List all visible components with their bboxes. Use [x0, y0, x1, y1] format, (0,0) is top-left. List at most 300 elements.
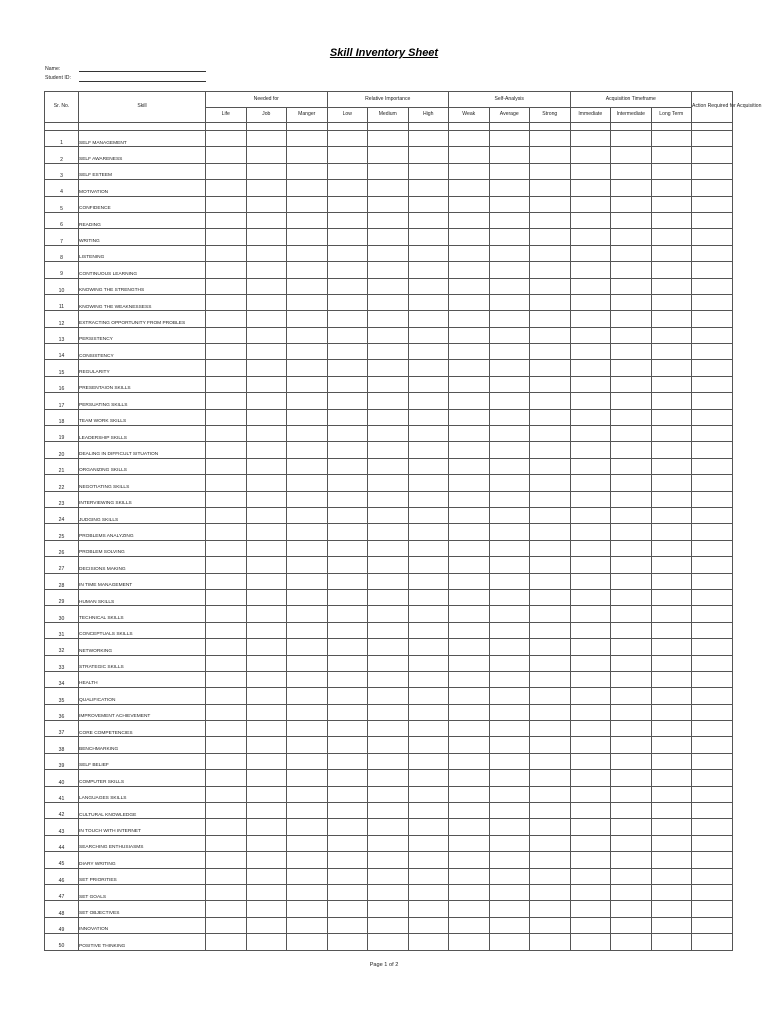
action-cell[interactable]	[692, 688, 733, 704]
rating-cell[interactable]	[611, 344, 652, 360]
rating-cell[interactable]	[408, 606, 449, 622]
rating-cell[interactable]	[530, 327, 571, 343]
rating-cell[interactable]	[368, 180, 409, 196]
rating-cell[interactable]	[449, 229, 490, 245]
rating-cell[interactable]	[489, 835, 530, 851]
rating-cell[interactable]	[651, 360, 692, 376]
rating-cell[interactable]	[530, 426, 571, 442]
rating-cell[interactable]	[530, 131, 571, 147]
rating-cell[interactable]	[449, 196, 490, 212]
rating-cell[interactable]	[206, 753, 247, 769]
rating-cell[interactable]	[327, 360, 368, 376]
rating-cell[interactable]	[246, 327, 287, 343]
rating-cell[interactable]	[530, 639, 571, 655]
rating-cell[interactable]	[287, 507, 328, 523]
rating-cell[interactable]	[287, 540, 328, 556]
action-cell[interactable]	[692, 458, 733, 474]
rating-cell[interactable]	[489, 147, 530, 163]
rating-cell[interactable]	[408, 737, 449, 753]
rating-cell[interactable]	[651, 311, 692, 327]
rating-cell[interactable]	[611, 212, 652, 228]
rating-cell[interactable]	[611, 901, 652, 917]
rating-cell[interactable]	[246, 606, 287, 622]
rating-cell[interactable]	[570, 622, 611, 638]
action-cell[interactable]	[692, 868, 733, 884]
rating-cell[interactable]	[287, 835, 328, 851]
rating-cell[interactable]	[611, 803, 652, 819]
rating-cell[interactable]	[489, 278, 530, 294]
rating-cell[interactable]	[206, 868, 247, 884]
rating-cell[interactable]	[489, 180, 530, 196]
rating-cell[interactable]	[327, 868, 368, 884]
rating-cell[interactable]	[206, 901, 247, 917]
action-cell[interactable]	[692, 819, 733, 835]
rating-cell[interactable]	[530, 212, 571, 228]
rating-cell[interactable]	[368, 770, 409, 786]
rating-cell[interactable]	[206, 327, 247, 343]
rating-cell[interactable]	[368, 491, 409, 507]
rating-cell[interactable]	[408, 704, 449, 720]
rating-cell[interactable]	[327, 278, 368, 294]
rating-cell[interactable]	[449, 770, 490, 786]
rating-cell[interactable]	[327, 458, 368, 474]
rating-cell[interactable]	[206, 311, 247, 327]
rating-cell[interactable]	[368, 196, 409, 212]
rating-cell[interactable]	[327, 196, 368, 212]
rating-cell[interactable]	[530, 819, 571, 835]
action-cell[interactable]	[692, 606, 733, 622]
action-cell[interactable]	[692, 393, 733, 409]
rating-cell[interactable]	[651, 655, 692, 671]
rating-cell[interactable]	[246, 163, 287, 179]
rating-cell[interactable]	[489, 803, 530, 819]
rating-cell[interactable]	[611, 770, 652, 786]
rating-cell[interactable]	[651, 376, 692, 392]
action-cell[interactable]	[692, 475, 733, 491]
rating-cell[interactable]	[570, 721, 611, 737]
rating-cell[interactable]	[651, 671, 692, 687]
rating-cell[interactable]	[449, 475, 490, 491]
rating-cell[interactable]	[287, 737, 328, 753]
rating-cell[interactable]	[246, 196, 287, 212]
rating-cell[interactable]	[408, 163, 449, 179]
rating-cell[interactable]	[206, 622, 247, 638]
rating-cell[interactable]	[489, 376, 530, 392]
rating-cell[interactable]	[206, 540, 247, 556]
rating-cell[interactable]	[489, 868, 530, 884]
rating-cell[interactable]	[408, 245, 449, 261]
action-cell[interactable]	[692, 147, 733, 163]
rating-cell[interactable]	[611, 639, 652, 655]
action-cell[interactable]	[692, 180, 733, 196]
rating-cell[interactable]	[368, 868, 409, 884]
rating-cell[interactable]	[408, 655, 449, 671]
rating-cell[interactable]	[287, 524, 328, 540]
rating-cell[interactable]	[368, 360, 409, 376]
rating-cell[interactable]	[327, 589, 368, 605]
rating-cell[interactable]	[449, 868, 490, 884]
rating-cell[interactable]	[449, 458, 490, 474]
rating-cell[interactable]	[287, 131, 328, 147]
rating-cell[interactable]	[206, 884, 247, 900]
rating-cell[interactable]	[570, 868, 611, 884]
rating-cell[interactable]	[408, 327, 449, 343]
rating-cell[interactable]	[489, 393, 530, 409]
rating-cell[interactable]	[570, 606, 611, 622]
rating-cell[interactable]	[368, 901, 409, 917]
rating-cell[interactable]	[449, 147, 490, 163]
rating-cell[interactable]	[287, 655, 328, 671]
rating-cell[interactable]	[408, 196, 449, 212]
rating-cell[interactable]	[287, 884, 328, 900]
rating-cell[interactable]	[570, 540, 611, 556]
rating-cell[interactable]	[449, 163, 490, 179]
rating-cell[interactable]	[327, 639, 368, 655]
rating-cell[interactable]	[368, 540, 409, 556]
rating-cell[interactable]	[368, 442, 409, 458]
rating-cell[interactable]	[651, 901, 692, 917]
rating-cell[interactable]	[327, 819, 368, 835]
rating-cell[interactable]	[287, 344, 328, 360]
rating-cell[interactable]	[530, 803, 571, 819]
rating-cell[interactable]	[287, 819, 328, 835]
rating-cell[interactable]	[246, 491, 287, 507]
rating-cell[interactable]	[206, 852, 247, 868]
rating-cell[interactable]	[368, 803, 409, 819]
rating-cell[interactable]	[449, 589, 490, 605]
rating-cell[interactable]	[651, 868, 692, 884]
rating-cell[interactable]	[611, 540, 652, 556]
rating-cell[interactable]	[287, 458, 328, 474]
rating-cell[interactable]	[530, 589, 571, 605]
rating-cell[interactable]	[287, 868, 328, 884]
rating-cell[interactable]	[651, 409, 692, 425]
rating-cell[interactable]	[530, 688, 571, 704]
rating-cell[interactable]	[246, 360, 287, 376]
rating-cell[interactable]	[449, 212, 490, 228]
rating-cell[interactable]	[408, 393, 449, 409]
rating-cell[interactable]	[449, 360, 490, 376]
rating-cell[interactable]	[408, 622, 449, 638]
rating-cell[interactable]	[449, 852, 490, 868]
rating-cell[interactable]	[611, 622, 652, 638]
rating-cell[interactable]	[530, 868, 571, 884]
rating-cell[interactable]	[611, 655, 652, 671]
rating-cell[interactable]	[327, 163, 368, 179]
rating-cell[interactable]	[246, 393, 287, 409]
rating-cell[interactable]	[246, 622, 287, 638]
rating-cell[interactable]	[530, 294, 571, 310]
action-cell[interactable]	[692, 655, 733, 671]
rating-cell[interactable]	[287, 917, 328, 933]
rating-cell[interactable]	[611, 262, 652, 278]
rating-cell[interactable]	[489, 131, 530, 147]
rating-cell[interactable]	[327, 540, 368, 556]
rating-cell[interactable]	[449, 442, 490, 458]
rating-cell[interactable]	[611, 442, 652, 458]
rating-cell[interactable]	[246, 655, 287, 671]
rating-cell[interactable]	[368, 475, 409, 491]
rating-cell[interactable]	[327, 229, 368, 245]
rating-cell[interactable]	[327, 770, 368, 786]
rating-cell[interactable]	[246, 212, 287, 228]
rating-cell[interactable]	[246, 737, 287, 753]
rating-cell[interactable]	[449, 671, 490, 687]
rating-cell[interactable]	[327, 147, 368, 163]
rating-cell[interactable]	[408, 671, 449, 687]
rating-cell[interactable]	[287, 622, 328, 638]
rating-cell[interactable]	[651, 589, 692, 605]
rating-cell[interactable]	[489, 475, 530, 491]
rating-cell[interactable]	[489, 196, 530, 212]
rating-cell[interactable]	[206, 491, 247, 507]
rating-cell[interactable]	[206, 557, 247, 573]
rating-cell[interactable]	[651, 704, 692, 720]
rating-cell[interactable]	[570, 458, 611, 474]
rating-cell[interactable]	[408, 147, 449, 163]
rating-cell[interactable]	[327, 491, 368, 507]
rating-cell[interactable]	[287, 245, 328, 261]
rating-cell[interactable]	[611, 458, 652, 474]
rating-cell[interactable]	[368, 262, 409, 278]
rating-cell[interactable]	[368, 163, 409, 179]
rating-cell[interactable]	[368, 557, 409, 573]
rating-cell[interactable]	[368, 147, 409, 163]
rating-cell[interactable]	[449, 688, 490, 704]
rating-cell[interactable]	[368, 704, 409, 720]
rating-cell[interactable]	[570, 131, 611, 147]
rating-cell[interactable]	[206, 737, 247, 753]
rating-cell[interactable]	[651, 557, 692, 573]
rating-cell[interactable]	[489, 884, 530, 900]
rating-cell[interactable]	[287, 852, 328, 868]
rating-cell[interactable]	[489, 524, 530, 540]
rating-cell[interactable]	[408, 803, 449, 819]
rating-cell[interactable]	[570, 770, 611, 786]
rating-cell[interactable]	[327, 688, 368, 704]
rating-cell[interactable]	[408, 262, 449, 278]
rating-cell[interactable]	[449, 917, 490, 933]
rating-cell[interactable]	[489, 360, 530, 376]
rating-cell[interactable]	[246, 229, 287, 245]
rating-cell[interactable]	[611, 721, 652, 737]
rating-cell[interactable]	[489, 639, 530, 655]
rating-cell[interactable]	[327, 622, 368, 638]
rating-cell[interactable]	[206, 721, 247, 737]
rating-cell[interactable]	[408, 180, 449, 196]
rating-cell[interactable]	[489, 589, 530, 605]
rating-cell[interactable]	[489, 426, 530, 442]
rating-cell[interactable]	[651, 180, 692, 196]
rating-cell[interactable]	[651, 245, 692, 261]
rating-cell[interactable]	[449, 622, 490, 638]
rating-cell[interactable]	[368, 671, 409, 687]
rating-cell[interactable]	[327, 737, 368, 753]
rating-cell[interactable]	[449, 737, 490, 753]
rating-cell[interactable]	[287, 147, 328, 163]
rating-cell[interactable]	[449, 835, 490, 851]
rating-cell[interactable]	[489, 212, 530, 228]
rating-cell[interactable]	[368, 311, 409, 327]
rating-cell[interactable]	[570, 524, 611, 540]
rating-cell[interactable]	[530, 163, 571, 179]
rating-cell[interactable]	[287, 311, 328, 327]
rating-cell[interactable]	[408, 819, 449, 835]
rating-cell[interactable]	[449, 131, 490, 147]
rating-cell[interactable]	[206, 589, 247, 605]
rating-cell[interactable]	[246, 884, 287, 900]
rating-cell[interactable]	[570, 147, 611, 163]
rating-cell[interactable]	[206, 819, 247, 835]
rating-cell[interactable]	[408, 786, 449, 802]
rating-cell[interactable]	[449, 540, 490, 556]
rating-cell[interactable]	[651, 803, 692, 819]
rating-cell[interactable]	[570, 803, 611, 819]
rating-cell[interactable]	[408, 344, 449, 360]
rating-cell[interactable]	[449, 262, 490, 278]
rating-cell[interactable]	[368, 852, 409, 868]
rating-cell[interactable]	[449, 524, 490, 540]
rating-cell[interactable]	[287, 770, 328, 786]
rating-cell[interactable]	[287, 491, 328, 507]
action-cell[interactable]	[692, 803, 733, 819]
student-id-field[interactable]	[79, 81, 206, 82]
rating-cell[interactable]	[368, 212, 409, 228]
rating-cell[interactable]	[287, 229, 328, 245]
rating-cell[interactable]	[287, 294, 328, 310]
rating-cell[interactable]	[651, 606, 692, 622]
rating-cell[interactable]	[530, 540, 571, 556]
action-cell[interactable]	[692, 753, 733, 769]
rating-cell[interactable]	[327, 344, 368, 360]
action-cell[interactable]	[692, 639, 733, 655]
rating-cell[interactable]	[570, 245, 611, 261]
rating-cell[interactable]	[206, 376, 247, 392]
rating-cell[interactable]	[530, 786, 571, 802]
rating-cell[interactable]	[449, 753, 490, 769]
rating-cell[interactable]	[408, 212, 449, 228]
rating-cell[interactable]	[611, 426, 652, 442]
rating-cell[interactable]	[246, 409, 287, 425]
rating-cell[interactable]	[408, 589, 449, 605]
rating-cell[interactable]	[327, 753, 368, 769]
rating-cell[interactable]	[327, 409, 368, 425]
rating-cell[interactable]	[246, 507, 287, 523]
rating-cell[interactable]	[530, 737, 571, 753]
action-cell[interactable]	[692, 589, 733, 605]
rating-cell[interactable]	[368, 934, 409, 950]
action-cell[interactable]	[692, 212, 733, 228]
rating-cell[interactable]	[611, 524, 652, 540]
rating-cell[interactable]	[246, 901, 287, 917]
action-cell[interactable]	[692, 294, 733, 310]
action-cell[interactable]	[692, 442, 733, 458]
rating-cell[interactable]	[246, 426, 287, 442]
rating-cell[interactable]	[530, 835, 571, 851]
rating-cell[interactable]	[246, 852, 287, 868]
action-cell[interactable]	[692, 901, 733, 917]
action-cell[interactable]	[692, 278, 733, 294]
rating-cell[interactable]	[408, 426, 449, 442]
rating-cell[interactable]	[246, 721, 287, 737]
rating-cell[interactable]	[408, 934, 449, 950]
rating-cell[interactable]	[368, 344, 409, 360]
rating-cell[interactable]	[246, 868, 287, 884]
rating-cell[interactable]	[449, 180, 490, 196]
rating-cell[interactable]	[327, 934, 368, 950]
rating-cell[interactable]	[611, 786, 652, 802]
rating-cell[interactable]	[611, 311, 652, 327]
rating-cell[interactable]	[651, 458, 692, 474]
rating-cell[interactable]	[287, 934, 328, 950]
rating-cell[interactable]	[611, 704, 652, 720]
rating-cell[interactable]	[327, 786, 368, 802]
rating-cell[interactable]	[611, 196, 652, 212]
rating-cell[interactable]	[570, 901, 611, 917]
rating-cell[interactable]	[246, 311, 287, 327]
rating-cell[interactable]	[611, 180, 652, 196]
rating-cell[interactable]	[408, 540, 449, 556]
rating-cell[interactable]	[530, 901, 571, 917]
rating-cell[interactable]	[530, 360, 571, 376]
rating-cell[interactable]	[368, 376, 409, 392]
rating-cell[interactable]	[408, 409, 449, 425]
rating-cell[interactable]	[287, 606, 328, 622]
rating-cell[interactable]	[287, 557, 328, 573]
rating-cell[interactable]	[611, 393, 652, 409]
rating-cell[interactable]	[449, 491, 490, 507]
rating-cell[interactable]	[651, 212, 692, 228]
rating-cell[interactable]	[206, 278, 247, 294]
rating-cell[interactable]	[611, 360, 652, 376]
rating-cell[interactable]	[449, 557, 490, 573]
rating-cell[interactable]	[611, 671, 652, 687]
rating-cell[interactable]	[530, 524, 571, 540]
rating-cell[interactable]	[408, 131, 449, 147]
rating-cell[interactable]	[611, 884, 652, 900]
action-cell[interactable]	[692, 524, 733, 540]
rating-cell[interactable]	[530, 622, 571, 638]
rating-cell[interactable]	[368, 245, 409, 261]
rating-cell[interactable]	[327, 524, 368, 540]
rating-cell[interactable]	[327, 671, 368, 687]
rating-cell[interactable]	[408, 917, 449, 933]
action-cell[interactable]	[692, 704, 733, 720]
action-cell[interactable]	[692, 671, 733, 687]
action-cell[interactable]	[692, 622, 733, 638]
rating-cell[interactable]	[570, 655, 611, 671]
rating-cell[interactable]	[449, 278, 490, 294]
rating-cell[interactable]	[570, 507, 611, 523]
rating-cell[interactable]	[651, 786, 692, 802]
rating-cell[interactable]	[651, 442, 692, 458]
rating-cell[interactable]	[246, 245, 287, 261]
action-cell[interactable]	[692, 163, 733, 179]
rating-cell[interactable]	[206, 786, 247, 802]
rating-cell[interactable]	[611, 917, 652, 933]
rating-cell[interactable]	[570, 360, 611, 376]
rating-cell[interactable]	[368, 753, 409, 769]
rating-cell[interactable]	[489, 606, 530, 622]
rating-cell[interactable]	[530, 344, 571, 360]
rating-cell[interactable]	[246, 786, 287, 802]
rating-cell[interactable]	[530, 721, 571, 737]
rating-cell[interactable]	[368, 639, 409, 655]
rating-cell[interactable]	[570, 819, 611, 835]
rating-cell[interactable]	[408, 360, 449, 376]
rating-cell[interactable]	[449, 409, 490, 425]
rating-cell[interactable]	[489, 540, 530, 556]
